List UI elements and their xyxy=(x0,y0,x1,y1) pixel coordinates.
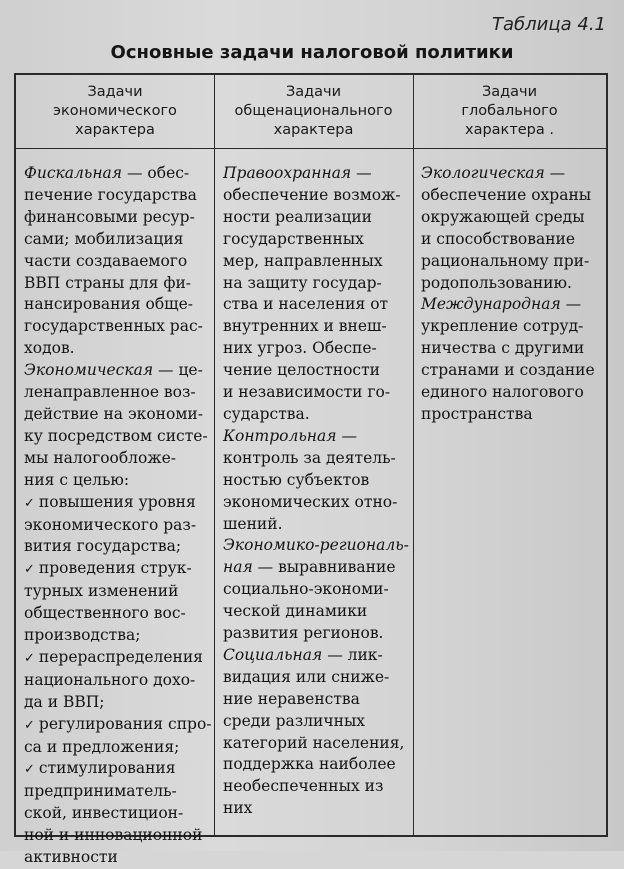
text-line xyxy=(24,515,210,537)
table-title: Основные задачи налоговой политики xyxy=(110,42,514,63)
text-line xyxy=(421,360,603,382)
line-text: ние неравенства xyxy=(223,689,360,708)
line-text: са и предложения; xyxy=(24,737,180,756)
text-line xyxy=(421,163,603,185)
text-line xyxy=(24,803,210,825)
checkmark-icon: ✓ xyxy=(24,650,35,666)
line-text: финансовыми ресур- xyxy=(24,207,195,226)
column-national-tasks xyxy=(223,163,409,820)
line-text: социально-экономи- xyxy=(223,580,389,599)
line-text: и независимости го- xyxy=(223,383,391,402)
line-text: странами и создание xyxy=(421,361,595,380)
text-line xyxy=(223,689,409,711)
text-line xyxy=(24,492,210,515)
text-line xyxy=(24,581,210,603)
text-line xyxy=(24,714,210,737)
task-term: Правоохранная xyxy=(223,164,352,182)
line-text: общественного вос- xyxy=(24,604,186,623)
text-line xyxy=(421,338,603,360)
line-text: части создаваемого xyxy=(24,251,188,270)
text-line xyxy=(421,316,603,338)
line-text: печение государства xyxy=(24,185,197,204)
header-line: характера . xyxy=(465,122,554,138)
line-text: окружающей среды xyxy=(421,207,585,226)
line-text: на защиту государ- xyxy=(223,273,382,292)
header-line: характера xyxy=(273,122,354,138)
line-text: перераспределения xyxy=(38,647,203,666)
line-text: мы налогообложе- xyxy=(24,448,177,467)
line-text: турных изменений xyxy=(24,582,179,601)
text-line xyxy=(24,825,210,847)
text-line xyxy=(223,798,409,820)
header-line: общенационального xyxy=(234,103,393,119)
line-text: вития государства; xyxy=(24,537,182,556)
line-text: необеспеченных из xyxy=(223,777,384,796)
line-text: мер, направленных xyxy=(223,251,383,270)
text-line xyxy=(223,448,409,470)
line-text: и способствование xyxy=(421,229,576,248)
term-continuation: — обес- xyxy=(122,164,190,182)
text-line xyxy=(223,711,409,733)
text-line xyxy=(24,251,210,273)
header-divider xyxy=(16,148,606,149)
line-text: предприниматель- xyxy=(24,782,177,801)
line-text: экономического раз- xyxy=(24,515,197,534)
text-line xyxy=(223,229,409,251)
table-number: Таблица 4.1 xyxy=(492,14,606,35)
header-line: Задачи xyxy=(87,84,143,100)
text-line xyxy=(223,360,409,382)
line-text: ства и населения от xyxy=(223,295,389,314)
text-line xyxy=(24,781,210,803)
column-divider xyxy=(214,75,215,835)
text-line xyxy=(24,163,210,185)
text-line xyxy=(24,647,210,670)
line-text: нансирования обще- xyxy=(24,295,193,314)
header-economic xyxy=(16,83,214,140)
text-line xyxy=(24,294,210,316)
header-national xyxy=(214,83,413,140)
line-text: обеспечение охраны xyxy=(421,185,592,204)
tax-policy-table xyxy=(14,73,608,867)
line-text: экономических отно- xyxy=(223,492,398,511)
line-text: обеспечение возмож- xyxy=(223,185,401,204)
text-line xyxy=(223,733,409,755)
text-line xyxy=(223,163,409,185)
checkmark-icon: ✓ xyxy=(24,495,35,511)
text-line xyxy=(421,273,603,295)
line-text: ВВП страны для фи- xyxy=(24,273,192,292)
text-line xyxy=(24,382,210,404)
line-text: сами; мобилизация xyxy=(24,229,184,248)
line-text: пространства xyxy=(421,404,533,423)
checkmark-icon: ✓ xyxy=(24,562,35,578)
line-text: развития регионов. xyxy=(223,624,384,643)
text-line xyxy=(24,625,210,647)
header-line: экономического xyxy=(53,103,177,119)
text-line xyxy=(421,185,603,207)
text-line xyxy=(223,776,409,798)
term-continuation: — це- xyxy=(153,361,203,380)
header-line: характера xyxy=(75,122,155,138)
line-text: повышения уровня xyxy=(38,492,196,511)
text-line xyxy=(223,557,409,579)
line-text: поддержка наиболее xyxy=(223,755,396,774)
line-text: сударства. xyxy=(223,404,310,423)
task-term: Контрольная xyxy=(223,426,337,445)
line-text: рациональному при- xyxy=(421,251,590,270)
line-text: среди различных xyxy=(223,711,366,730)
line-text: да и ВВП; xyxy=(24,692,105,711)
line-text: шений. xyxy=(223,514,283,533)
term-continuation: — xyxy=(544,164,566,182)
text-line xyxy=(24,558,210,581)
checkmark-icon: ✓ xyxy=(24,762,35,778)
column-economic-tasks xyxy=(24,163,210,869)
line-text: них xyxy=(223,799,253,818)
header-line: глобального xyxy=(461,103,558,119)
text-line xyxy=(24,207,210,229)
column-global-tasks xyxy=(421,163,603,426)
text-line xyxy=(223,579,409,601)
text-line xyxy=(223,645,409,667)
header-line: Задачи xyxy=(481,84,538,100)
line-text: регулирования спро- xyxy=(38,714,212,733)
line-text: ности реализации xyxy=(223,207,373,226)
header-global xyxy=(413,83,606,140)
text-line xyxy=(223,470,409,492)
line-text: национального дохо- xyxy=(24,670,196,689)
task-term: Международная xyxy=(421,295,561,314)
text-line xyxy=(24,670,210,692)
line-text: чение целостности xyxy=(223,361,381,380)
text-line xyxy=(421,382,603,404)
text-line xyxy=(421,251,603,273)
term-continuation: — xyxy=(351,164,372,182)
task-term: Экологическая xyxy=(421,164,545,182)
line-text: ку посредством систе- xyxy=(24,426,208,445)
line-text: государственных xyxy=(223,229,364,248)
text-line xyxy=(24,758,210,781)
column-divider xyxy=(413,75,414,835)
text-line xyxy=(223,207,409,229)
text-line xyxy=(421,294,603,316)
task-term: Социальная xyxy=(223,645,323,664)
line-text: производства; xyxy=(24,626,141,645)
line-text: категорий населения, xyxy=(223,733,405,752)
line-text: ностью субъектов xyxy=(223,470,370,489)
line-text: родопользованию. xyxy=(421,273,572,292)
text-line xyxy=(223,185,409,207)
term-continuation: — выравнивание xyxy=(252,558,396,577)
text-line xyxy=(223,251,409,273)
task-term: Экономическая xyxy=(24,361,154,380)
line-text: проведения струк- xyxy=(38,559,192,578)
term-continuation: — лик- xyxy=(322,645,383,664)
line-text: укрепление сотруд- xyxy=(421,317,584,336)
text-line xyxy=(24,229,210,251)
text-line xyxy=(421,207,603,229)
line-text: государственных рас- xyxy=(24,317,203,336)
text-line xyxy=(223,404,409,426)
line-text: видация или сниже- xyxy=(223,667,390,686)
line-text: действие на экономи- xyxy=(24,404,203,423)
line-text: внутренних и внеш- xyxy=(223,317,387,336)
text-line xyxy=(24,448,210,470)
header-line: Задачи xyxy=(285,84,342,100)
task-term: Экономико-региональ- xyxy=(223,536,409,555)
text-line xyxy=(24,470,210,492)
text-line xyxy=(24,404,210,426)
text-line xyxy=(223,382,409,404)
text-line xyxy=(223,273,409,295)
line-text: контроль за деятель- xyxy=(223,448,396,467)
text-line xyxy=(223,426,409,448)
line-text: ной и инновационной xyxy=(24,826,203,845)
text-line xyxy=(421,404,603,426)
line-text: ния с целью: xyxy=(24,470,130,489)
text-line xyxy=(24,536,210,558)
text-line xyxy=(223,754,409,776)
line-text: ходов. xyxy=(24,339,75,358)
text-line xyxy=(223,535,409,557)
text-line xyxy=(24,360,210,382)
term-continuation: — xyxy=(560,295,582,314)
text-line xyxy=(24,692,210,714)
checkmark-icon: ✓ xyxy=(24,717,35,733)
task-term: Фискальная xyxy=(24,164,123,182)
text-line xyxy=(24,426,210,448)
line-text: стимулирования xyxy=(38,759,176,778)
text-line xyxy=(24,316,210,338)
text-line xyxy=(24,338,210,360)
task-term: ная xyxy=(223,558,253,577)
line-text: активности xyxy=(24,848,118,867)
text-line xyxy=(24,273,210,295)
text-line xyxy=(223,294,409,316)
text-line xyxy=(223,492,409,514)
text-line xyxy=(421,229,603,251)
term-continuation: — xyxy=(336,426,357,445)
line-text: них угроз. Обеспе- xyxy=(223,339,377,358)
line-text: единого налогового xyxy=(421,383,584,402)
text-line xyxy=(223,601,409,623)
line-text: ленаправленное воз- xyxy=(24,383,196,402)
text-line xyxy=(223,316,409,338)
text-line xyxy=(24,603,210,625)
line-text: ничества с другими xyxy=(421,339,585,358)
text-line xyxy=(24,847,210,869)
text-line xyxy=(24,737,210,759)
line-text: ческой динамики xyxy=(223,602,368,621)
text-line xyxy=(24,185,210,207)
text-line xyxy=(223,514,409,536)
text-line xyxy=(223,623,409,645)
line-text: ской, инвестицион- xyxy=(24,804,184,823)
text-line xyxy=(223,338,409,360)
text-line xyxy=(223,667,409,689)
